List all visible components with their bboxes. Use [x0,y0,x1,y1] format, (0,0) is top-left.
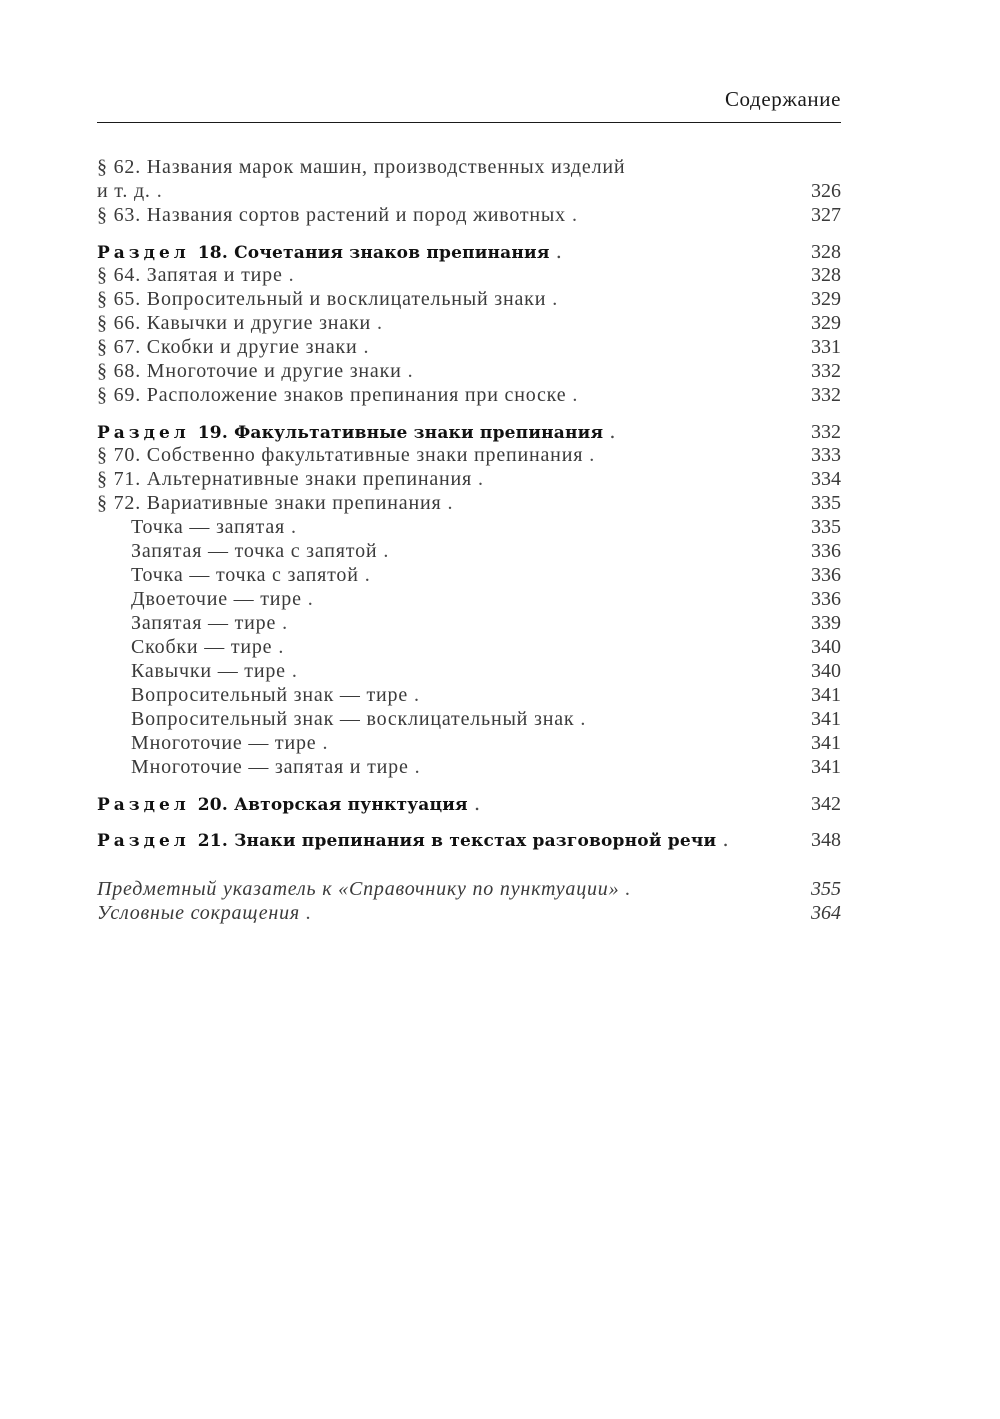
dot-leader [589,443,793,467]
dot-leader [415,755,793,779]
toc-page-number: 355 [811,878,841,900]
dot-leader [556,239,793,263]
section-prefix: Раздел [97,831,190,851]
toc-page-number: 341 [811,732,841,754]
toc-appendix-subject-index[interactable] [97,877,841,901]
running-header [97,86,841,123]
toc-entry-69[interactable] [97,383,841,407]
toc-page-number: 332 [811,421,841,443]
toc-entry-label: Вопросительный знак — тире [131,684,409,706]
toc-page-number: 332 [811,384,841,406]
toc-entry-label: Многоточие — запятая и тире [131,756,409,778]
dot-leader [408,359,793,383]
toc-page-number: 341 [811,684,841,706]
dot-leader [722,827,793,851]
toc-page-number: 335 [811,516,841,538]
toc-section-19[interactable] [97,419,841,443]
toc-subentry[interactable] [97,731,841,755]
toc-entry-70[interactable] [97,443,841,467]
toc-page-number: 341 [811,708,841,730]
dot-leader [447,491,793,515]
toc-appendix-abbreviations[interactable] [97,901,841,925]
toc-page-number: 331 [811,336,841,358]
table-of-contents [97,155,841,925]
toc-page-number: 333 [811,444,841,466]
toc-subentry[interactable] [97,563,841,587]
dot-leader [282,611,793,635]
toc-page-number: 336 [811,588,841,610]
dot-leader [474,791,793,815]
dot-leader [278,635,793,659]
section-title: 21. Знаки препинания в текстах разговорной речи [197,831,717,851]
section-title: 19. Факультативные знаки препинания [197,423,604,443]
toc-entry-71[interactable] [97,467,841,491]
toc-entry-label: Условные сокращения [97,902,301,924]
dot-leader [478,467,793,491]
toc-entry-label: § 69. Расположение знаков препинания при сноске [97,384,567,406]
toc-entry-65[interactable] [97,287,841,311]
toc-entry-label: § 71. Альтернативные знаки препинания [97,468,473,490]
toc-entry-label: и т. д. [97,180,151,202]
toc-page-number: 332 [811,360,841,382]
dot-leader [609,419,793,443]
section-title: 20. Авторская пунктуация [197,795,468,815]
toc-page-number: 340 [811,660,841,682]
toc-entry-64[interactable] [97,263,841,287]
toc-page-number: 334 [811,468,841,490]
toc-entry-label: § 68. Многоточие и другие знаки [97,360,402,382]
toc-subentry[interactable] [97,539,841,563]
toc-page-number: 342 [811,793,841,815]
dot-leader [364,335,793,359]
toc-section-21[interactable] [97,827,841,851]
toc-entry-label: § 72. Вариативные знаки препинания [97,492,442,514]
section-prefix: Раздел [97,243,190,263]
dot-leader [291,515,793,539]
toc-page-number: 336 [811,564,841,586]
toc-entry-62-line1[interactable] [97,155,841,179]
dot-leader [322,731,793,755]
dot-leader [308,587,793,611]
toc-page-number: 327 [811,204,841,226]
toc-entry-label: § 64. Запятая и тире [97,264,283,286]
toc-subentry[interactable] [97,755,841,779]
toc-subentry[interactable] [97,707,841,731]
toc-section-20[interactable] [97,791,841,815]
toc-subentry[interactable] [97,611,841,635]
dot-leader [157,179,793,203]
section-title: 18. Сочетания знаков препинания [197,243,550,263]
dot-leader [292,659,793,683]
toc-entry-label: § 66. Кавычки и другие знаки [97,312,372,334]
dot-leader [289,263,793,287]
toc-entry-label: Скобки — тире [131,636,273,658]
toc-page-number: 339 [811,612,841,634]
toc-entry-label: § 65. Вопросительный и восклицательный знаки [97,288,547,310]
toc-page-number: 335 [811,492,841,514]
dot-leader [572,383,793,407]
toc-page-number: 336 [811,540,841,562]
toc-entry-label: Точка — точка с запятой [131,564,359,586]
dot-leader [580,707,793,731]
dot-leader [572,203,793,227]
toc-entry-label: § 67. Скобки и другие знаки [97,336,358,358]
toc-subentry[interactable] [97,587,841,611]
toc-subentry[interactable] [97,683,841,707]
toc-entry-label: Многоточие — тире [131,732,317,754]
toc-page-number: 341 [811,756,841,778]
toc-entry-label: § 63. Названия сортов растений и пород животных [97,204,566,226]
toc-entry-label: Вопросительный знак — восклицательный знак [131,708,575,730]
dot-leader [383,539,793,563]
toc-entry-label: § 70. Собственно факультативные знаки препинания [97,444,584,466]
dot-leader [365,563,793,587]
toc-entry-62-line2[interactable] [97,179,841,203]
toc-page-number: 340 [811,636,841,658]
section-prefix: Раздел [97,423,190,443]
section-prefix: Раздел [97,795,190,815]
header-title: Содержание [724,87,841,111]
dot-leader [552,287,793,311]
toc-page-number: 329 [811,312,841,334]
toc-subentry[interactable] [97,635,841,659]
toc-page-number: 364 [811,902,841,924]
toc-subentry[interactable] [97,515,841,539]
toc-entry-label: Запятая — точка с запятой [131,540,378,562]
dot-leader [306,901,793,925]
toc-section-18[interactable] [97,239,841,263]
toc-entry-72[interactable] [97,491,841,515]
toc-entry-63[interactable] [97,203,841,227]
toc-page-number: 329 [811,288,841,310]
toc-entry-label: Точка — запятая [131,516,286,538]
toc-entry-label: § 62. Названия марок машин, производственных изделий [97,156,626,178]
toc-entry-label: Запятая — тире [131,612,277,634]
toc-page-number: 326 [811,180,841,202]
toc-subentry[interactable] [97,659,841,683]
toc-entry-label: Предметный указатель к «Справочнику по пунктуации» [97,878,620,900]
toc-entry-67[interactable] [97,335,841,359]
toc-entry-66[interactable] [97,311,841,335]
dot-leader [414,683,793,707]
dot-leader [625,877,793,901]
toc-page-number: 348 [811,829,841,851]
toc-page-number: 328 [811,264,841,286]
toc-page-number: 328 [811,241,841,263]
toc-entry-label: Кавычки — тире [131,660,286,682]
toc-entry-68[interactable] [97,359,841,383]
toc-entry-label: Двоеточие — тире [131,588,302,610]
dot-leader [377,311,793,335]
